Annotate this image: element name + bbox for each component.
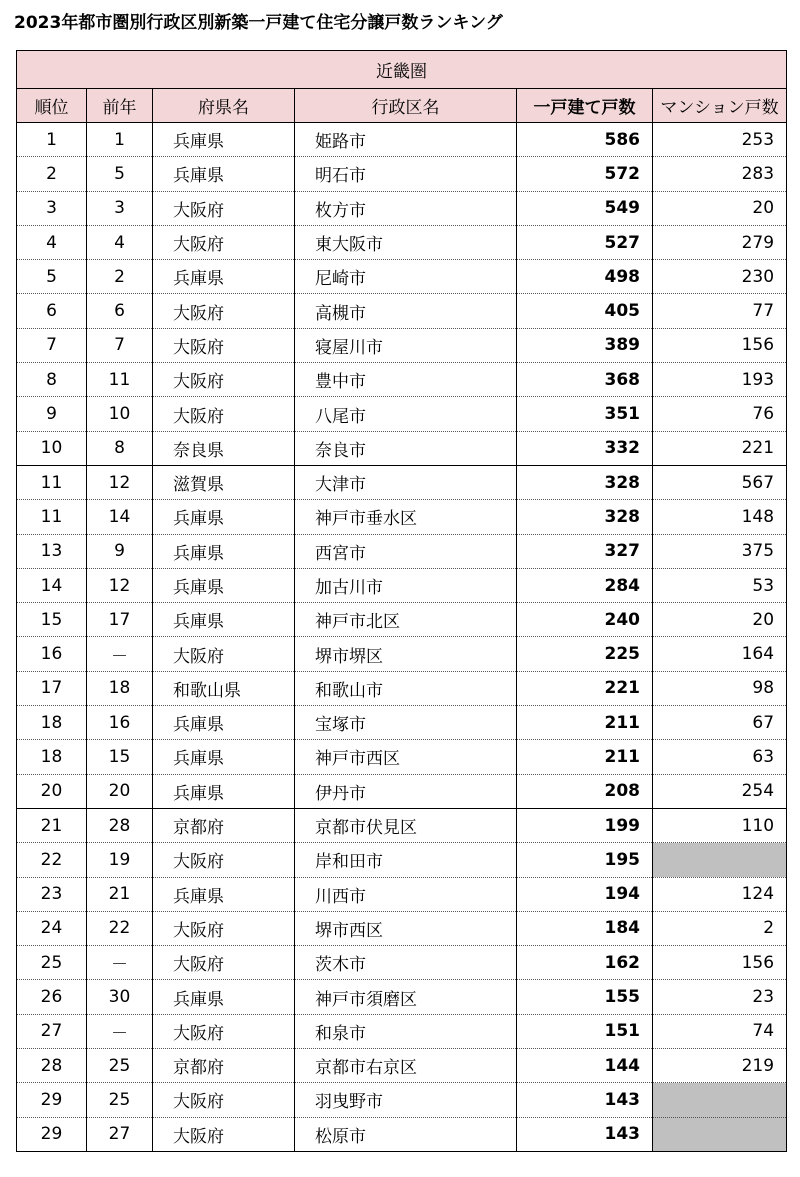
detached-house-column-header: 一戸建て戸数 [517, 89, 653, 123]
rank-cell: 9 [17, 397, 87, 431]
detached-house-count-cell: 572 [517, 157, 653, 191]
detached-house-count-cell: 143 [517, 1083, 653, 1117]
city-cell: 神戸市垂水区 [295, 500, 517, 534]
detached-house-count-cell: 327 [517, 534, 653, 568]
previous-year-cell: 7 [87, 328, 153, 362]
previous-year-cell: 5 [87, 157, 153, 191]
previous-year-cell: － [87, 946, 153, 980]
city-cell: 京都市右京区 [295, 1049, 517, 1083]
detached-house-count-cell: 194 [517, 877, 653, 911]
detached-house-count-cell: 332 [517, 431, 653, 465]
previous-year-cell: 18 [87, 671, 153, 705]
city-cell: 堺市堺区 [295, 637, 517, 671]
city-cell: 東大阪市 [295, 225, 517, 259]
detached-house-count-cell: 351 [517, 397, 653, 431]
detached-house-count-cell: 586 [517, 123, 653, 157]
city-cell: 尼崎市 [295, 260, 517, 294]
rank-cell: 26 [17, 980, 87, 1014]
previous-year-cell: 16 [87, 706, 153, 740]
table-row [17, 260, 787, 294]
city-cell: 宝塚市 [295, 706, 517, 740]
table-row [17, 1014, 787, 1048]
city-cell: 西宮市 [295, 534, 517, 568]
table-row [17, 808, 787, 842]
rank-cell: 21 [17, 808, 87, 842]
prefecture-cell: 和歌山県 [153, 671, 295, 705]
rank-cell: 13 [17, 534, 87, 568]
previous-year-cell: 12 [87, 465, 153, 499]
city-cell: 京都市伏見区 [295, 808, 517, 842]
previous-year-cell: 20 [87, 774, 153, 808]
city-column-header: 行政区名 [295, 89, 517, 123]
prefecture-cell: 奈良県 [153, 431, 295, 465]
rank-cell: 8 [17, 363, 87, 397]
detached-house-count-cell: 527 [517, 225, 653, 259]
table-row [17, 500, 787, 534]
condominium-count-cell: 253 [653, 123, 787, 157]
rank-cell: 22 [17, 843, 87, 877]
table-row [17, 774, 787, 808]
previous-year-cell: － [87, 1014, 153, 1048]
prefecture-cell: 兵庫県 [153, 706, 295, 740]
condominium-count-cell: 74 [653, 1014, 787, 1048]
ranking-table [16, 50, 787, 1152]
prefecture-cell: 兵庫県 [153, 500, 295, 534]
condominium-count-cell: 567 [653, 465, 787, 499]
city-cell: 松原市 [295, 1117, 517, 1151]
prefecture-cell: 大阪府 [153, 328, 295, 362]
detached-house-count-cell: 225 [517, 637, 653, 671]
city-cell: 岸和田市 [295, 843, 517, 877]
table-row [17, 363, 787, 397]
previous-year-cell: 27 [87, 1117, 153, 1151]
detached-house-count-cell: 389 [517, 328, 653, 362]
city-cell: 茨木市 [295, 946, 517, 980]
previous-year-cell: 2 [87, 260, 153, 294]
table-row [17, 534, 787, 568]
condominium-count-cell: 110 [653, 808, 787, 842]
condominium-count-cell: 279 [653, 225, 787, 259]
previous-year-cell: 15 [87, 740, 153, 774]
detached-house-count-cell: 143 [517, 1117, 653, 1151]
prefecture-cell: 大阪府 [153, 1083, 295, 1117]
condominium-count-cell: 230 [653, 260, 787, 294]
rank-cell: 16 [17, 637, 87, 671]
table-row [17, 980, 787, 1014]
previous-year-cell: 19 [87, 843, 153, 877]
prefecture-cell: 大阪府 [153, 1014, 295, 1048]
detached-house-count-cell: 405 [517, 294, 653, 328]
table-row [17, 157, 787, 191]
detached-house-count-cell: 208 [517, 774, 653, 808]
table-row [17, 123, 787, 157]
table-row [17, 1117, 787, 1151]
prefecture-cell: 兵庫県 [153, 260, 295, 294]
rank-cell: 25 [17, 946, 87, 980]
detached-house-count-cell: 144 [517, 1049, 653, 1083]
detached-house-count-cell: 549 [517, 191, 653, 225]
condominium-count-cell: 2 [653, 911, 787, 945]
rank-cell: 7 [17, 328, 87, 362]
rank-cell: 29 [17, 1083, 87, 1117]
detached-house-count-cell: 162 [517, 946, 653, 980]
previous-year-cell: 11 [87, 363, 153, 397]
condominium-count-cell: 221 [653, 431, 787, 465]
city-cell: 神戸市北区 [295, 603, 517, 637]
table-row [17, 1049, 787, 1083]
condominium-count-cell: 23 [653, 980, 787, 1014]
condominium-count-cell: 375 [653, 534, 787, 568]
city-cell: 神戸市西区 [295, 740, 517, 774]
prefecture-cell: 京都府 [153, 1049, 295, 1083]
detached-house-count-cell: 195 [517, 843, 653, 877]
detached-house-count-cell: 498 [517, 260, 653, 294]
rank-cell: 11 [17, 465, 87, 499]
city-cell: 明石市 [295, 157, 517, 191]
prefecture-cell: 兵庫県 [153, 568, 295, 602]
city-cell: 羽曳野市 [295, 1083, 517, 1117]
region-header: 近畿圏 [17, 51, 787, 89]
city-cell: 八尾市 [295, 397, 517, 431]
condominium-count-cell [653, 843, 787, 877]
previous-year-cell: 4 [87, 225, 153, 259]
previous-year-cell: 3 [87, 191, 153, 225]
condominium-count-cell: 124 [653, 877, 787, 911]
condominium-count-cell: 156 [653, 328, 787, 362]
rank-cell: 1 [17, 123, 87, 157]
rank-cell: 10 [17, 431, 87, 465]
table-row [17, 225, 787, 259]
rank-cell: 27 [17, 1014, 87, 1048]
rank-cell: 15 [17, 603, 87, 637]
rank-cell: 11 [17, 500, 87, 534]
prefecture-cell: 京都府 [153, 808, 295, 842]
condominium-count-cell: 20 [653, 603, 787, 637]
prefecture-cell: 大阪府 [153, 843, 295, 877]
table-row [17, 328, 787, 362]
prefecture-cell: 兵庫県 [153, 877, 295, 911]
city-cell: 堺市西区 [295, 911, 517, 945]
table-row [17, 191, 787, 225]
table-row [17, 637, 787, 671]
page-title: 2023年都市圏別行政区別新築一戸建て住宅分譲戸数ランキング [14, 13, 503, 33]
prefecture-cell: 大阪府 [153, 363, 295, 397]
detached-house-count-cell: 328 [517, 500, 653, 534]
condominium-column-header: マンション戸数 [653, 89, 787, 123]
rank-cell: 29 [17, 1117, 87, 1151]
table-row [17, 911, 787, 945]
city-cell: 枚方市 [295, 191, 517, 225]
city-cell: 大津市 [295, 465, 517, 499]
condominium-count-cell: 63 [653, 740, 787, 774]
rank-cell: 18 [17, 706, 87, 740]
table-row [17, 431, 787, 465]
prefecture-cell: 兵庫県 [153, 980, 295, 1014]
prefecture-cell: 大阪府 [153, 397, 295, 431]
condominium-count-cell [653, 1083, 787, 1117]
prefecture-cell: 大阪府 [153, 225, 295, 259]
city-cell: 伊丹市 [295, 774, 517, 808]
detached-house-count-cell: 151 [517, 1014, 653, 1048]
prefecture-column-header: 府県名 [153, 89, 295, 123]
rank-column-header: 順位 [17, 89, 87, 123]
condominium-count-cell: 148 [653, 500, 787, 534]
table-row [17, 946, 787, 980]
detached-house-count-cell: 240 [517, 603, 653, 637]
rank-cell: 24 [17, 911, 87, 945]
detached-house-count-cell: 155 [517, 980, 653, 1014]
city-cell: 川西市 [295, 877, 517, 911]
prefecture-cell: 兵庫県 [153, 603, 295, 637]
prefecture-cell: 大阪府 [153, 637, 295, 671]
table-row [17, 671, 787, 705]
rank-cell: 4 [17, 225, 87, 259]
rank-cell: 23 [17, 877, 87, 911]
rank-cell: 18 [17, 740, 87, 774]
detached-house-count-cell: 368 [517, 363, 653, 397]
previous-year-cell: 21 [87, 877, 153, 911]
condominium-count-cell: 193 [653, 363, 787, 397]
city-cell: 寝屋川市 [295, 328, 517, 362]
detached-house-count-cell: 211 [517, 706, 653, 740]
rank-cell: 3 [17, 191, 87, 225]
table-row [17, 877, 787, 911]
city-cell: 豊中市 [295, 363, 517, 397]
previous-year-cell: 25 [87, 1049, 153, 1083]
previous-year-cell: 17 [87, 603, 153, 637]
rank-cell: 5 [17, 260, 87, 294]
city-cell: 神戸市須磨区 [295, 980, 517, 1014]
prefecture-cell: 兵庫県 [153, 534, 295, 568]
detached-house-count-cell: 199 [517, 808, 653, 842]
condominium-count-cell: 219 [653, 1049, 787, 1083]
condominium-count-cell: 164 [653, 637, 787, 671]
city-cell: 高槻市 [295, 294, 517, 328]
condominium-count-cell: 76 [653, 397, 787, 431]
prefecture-cell: 大阪府 [153, 1117, 295, 1151]
rank-cell: 2 [17, 157, 87, 191]
condominium-count-cell: 67 [653, 706, 787, 740]
previous-year-cell: 25 [87, 1083, 153, 1117]
prefecture-cell: 兵庫県 [153, 774, 295, 808]
condominium-count-cell [653, 1117, 787, 1151]
table-row [17, 568, 787, 602]
table-row [17, 465, 787, 499]
table-row [17, 843, 787, 877]
table-row [17, 706, 787, 740]
city-cell: 姫路市 [295, 123, 517, 157]
rank-cell: 17 [17, 671, 87, 705]
previous-year-cell: 8 [87, 431, 153, 465]
rank-cell: 14 [17, 568, 87, 602]
city-cell: 加古川市 [295, 568, 517, 602]
detached-house-count-cell: 284 [517, 568, 653, 602]
condominium-count-cell: 156 [653, 946, 787, 980]
condominium-count-cell: 254 [653, 774, 787, 808]
ranking-rows [17, 123, 787, 1152]
previous-year-cell: 12 [87, 568, 153, 602]
previous-year-column-header: 前年 [87, 89, 153, 123]
prefecture-cell: 滋賀県 [153, 465, 295, 499]
condominium-count-cell: 20 [653, 191, 787, 225]
previous-year-cell: 1 [87, 123, 153, 157]
table-row [17, 397, 787, 431]
previous-year-cell: － [87, 637, 153, 671]
table-row [17, 294, 787, 328]
detached-house-count-cell: 328 [517, 465, 653, 499]
prefecture-cell: 大阪府 [153, 911, 295, 945]
condominium-count-cell: 77 [653, 294, 787, 328]
previous-year-cell: 9 [87, 534, 153, 568]
condominium-count-cell: 53 [653, 568, 787, 602]
prefecture-cell: 兵庫県 [153, 740, 295, 774]
rank-cell: 6 [17, 294, 87, 328]
prefecture-cell: 大阪府 [153, 946, 295, 980]
previous-year-cell: 10 [87, 397, 153, 431]
prefecture-cell: 兵庫県 [153, 157, 295, 191]
table-row [17, 1083, 787, 1117]
previous-year-cell: 14 [87, 500, 153, 534]
rank-cell: 28 [17, 1049, 87, 1083]
detached-house-count-cell: 211 [517, 740, 653, 774]
detached-house-count-cell: 184 [517, 911, 653, 945]
prefecture-cell: 大阪府 [153, 294, 295, 328]
detached-house-count-cell: 221 [517, 671, 653, 705]
prefecture-cell: 大阪府 [153, 191, 295, 225]
rank-cell: 20 [17, 774, 87, 808]
previous-year-cell: 30 [87, 980, 153, 1014]
condominium-count-cell: 98 [653, 671, 787, 705]
city-cell: 和歌山市 [295, 671, 517, 705]
prefecture-cell: 兵庫県 [153, 123, 295, 157]
previous-year-cell: 28 [87, 808, 153, 842]
table-row [17, 603, 787, 637]
table-row [17, 740, 787, 774]
condominium-count-cell: 283 [653, 157, 787, 191]
previous-year-cell: 6 [87, 294, 153, 328]
city-cell: 奈良市 [295, 431, 517, 465]
city-cell: 和泉市 [295, 1014, 517, 1048]
previous-year-cell: 22 [87, 911, 153, 945]
